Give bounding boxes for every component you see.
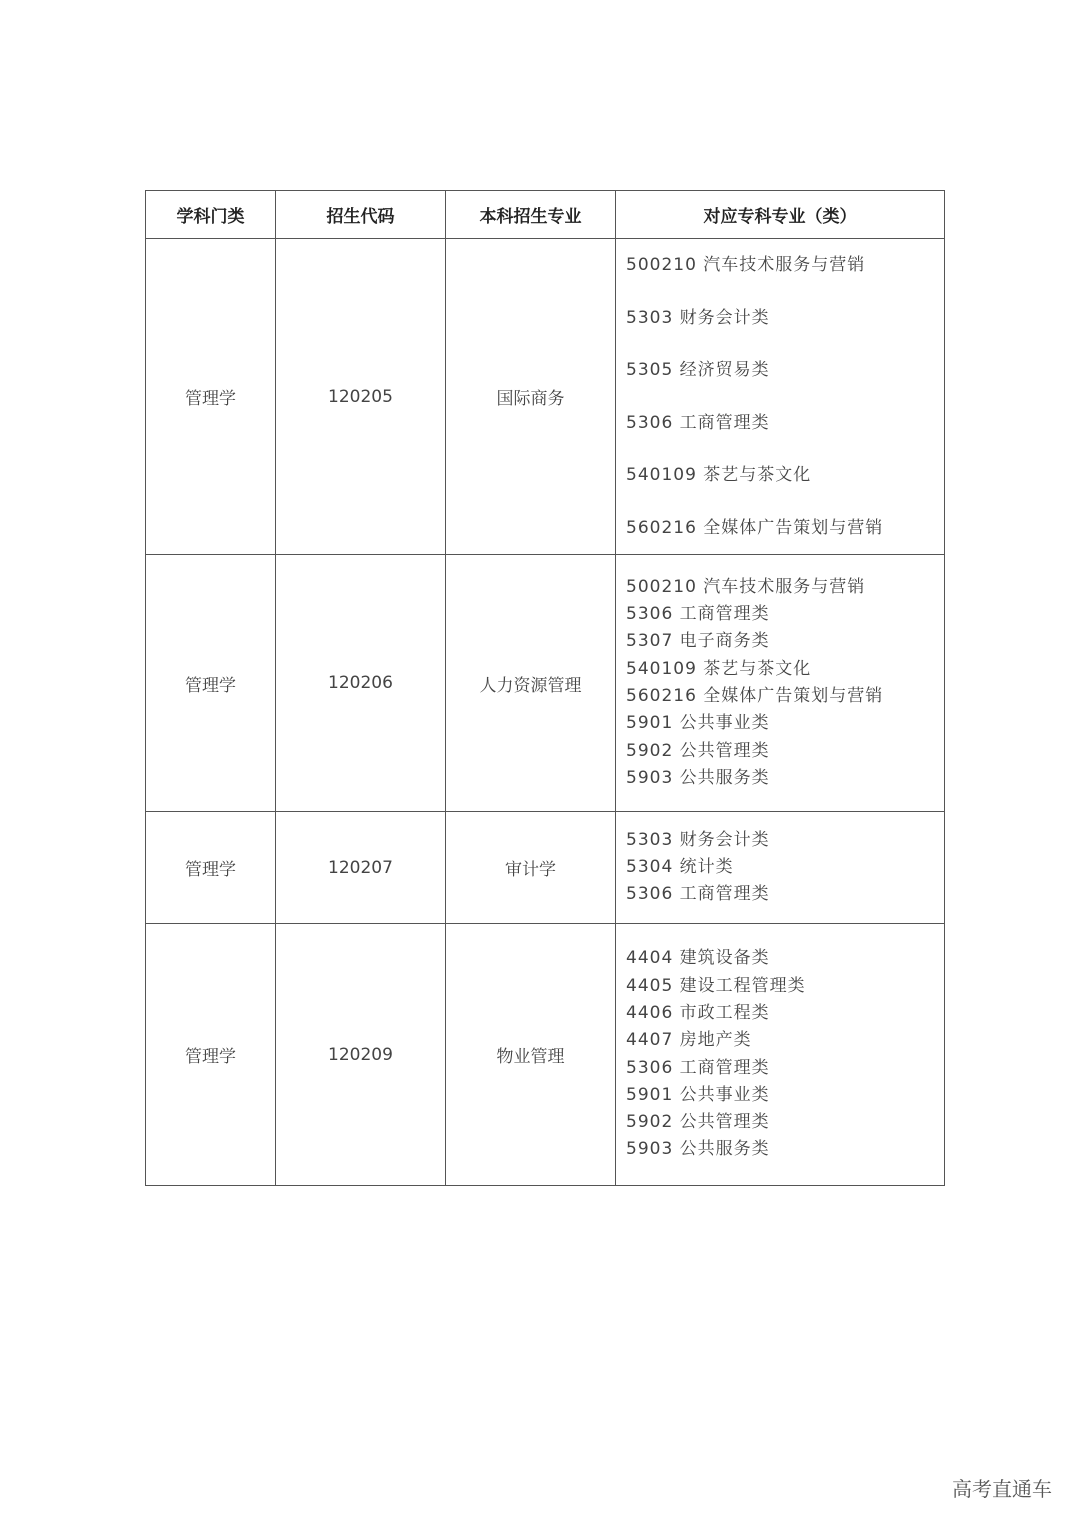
code-cell: 120205	[276, 239, 446, 555]
table-row	[146, 812, 945, 924]
code-cell: 120209	[276, 924, 446, 1186]
list-item: 5306 工商管理类	[626, 412, 770, 433]
code-cell: 120206	[276, 555, 446, 812]
list-item: 4407 房地产类	[626, 1030, 752, 1051]
list-item: 5303 财务会计类	[626, 829, 770, 850]
category-cell: 管理学	[146, 239, 276, 555]
list-item: 5902 公共管理类	[626, 1112, 770, 1133]
list-item: 540109 茶艺与茶文化	[626, 658, 812, 679]
header-code: 招生代码	[276, 191, 446, 239]
list-item: 5307 电子商务类	[626, 631, 770, 652]
list-item: 5303 财务会计类	[626, 307, 770, 328]
list-item: 4404 建筑设备类	[626, 948, 770, 969]
major-cell: 国际商务	[446, 239, 616, 555]
category-cell: 管理学	[146, 924, 276, 1186]
list-item: 5306 工商管理类	[626, 604, 770, 625]
list-item: 5903 公共服务类	[626, 767, 770, 788]
header-related-majors: 对应专科专业（类）	[616, 191, 945, 239]
header-category: 学科门类	[146, 191, 276, 239]
list-item: 560216 全媒体广告策划与营销	[626, 686, 884, 706]
list-item: 5901 公共事业类	[626, 713, 770, 734]
list-item: 5306 工商管理类	[626, 1057, 770, 1078]
list-item: 5306 工商管理类	[626, 884, 770, 905]
table-row	[146, 924, 945, 1186]
list-item: 5305 经济贸易类	[626, 360, 770, 380]
list-item: 4406 市政工程类	[626, 1002, 770, 1023]
watermark-source-label: 高考直通车	[952, 1477, 1052, 1501]
major-cell: 审计学	[446, 812, 616, 924]
category-cell: 管理学	[146, 555, 276, 812]
related-majors-cell	[616, 924, 945, 1186]
list-item: 5901 公共事业类	[626, 1084, 770, 1105]
list-item: 540109 茶艺与茶文化	[626, 465, 812, 485]
category-cell: 管理学	[146, 812, 276, 924]
table-row	[146, 555, 945, 812]
related-majors-cell	[616, 812, 945, 924]
list-item: 5304 统计类	[626, 856, 734, 877]
major-cell: 物业管理	[446, 924, 616, 1186]
table-row	[146, 239, 945, 555]
list-item: 5902 公共管理类	[626, 740, 770, 761]
list-item: 4405 建设工程管理类	[626, 975, 806, 996]
list-item: 560216 全媒体广告策划与营销	[626, 517, 884, 538]
list-item: 500210 汽车技术服务与营销	[626, 255, 866, 275]
related-majors-cell	[616, 555, 945, 812]
major-mapping-table	[145, 190, 945, 1186]
header-major: 本科招生专业	[446, 191, 616, 239]
related-majors-cell	[616, 239, 945, 555]
table-header-row	[146, 191, 945, 239]
code-cell: 120207	[276, 812, 446, 924]
list-item: 5903 公共服务类	[626, 1139, 770, 1160]
list-item: 500210 汽车技术服务与营销	[626, 576, 866, 597]
major-cell: 人力资源管理	[446, 555, 616, 812]
